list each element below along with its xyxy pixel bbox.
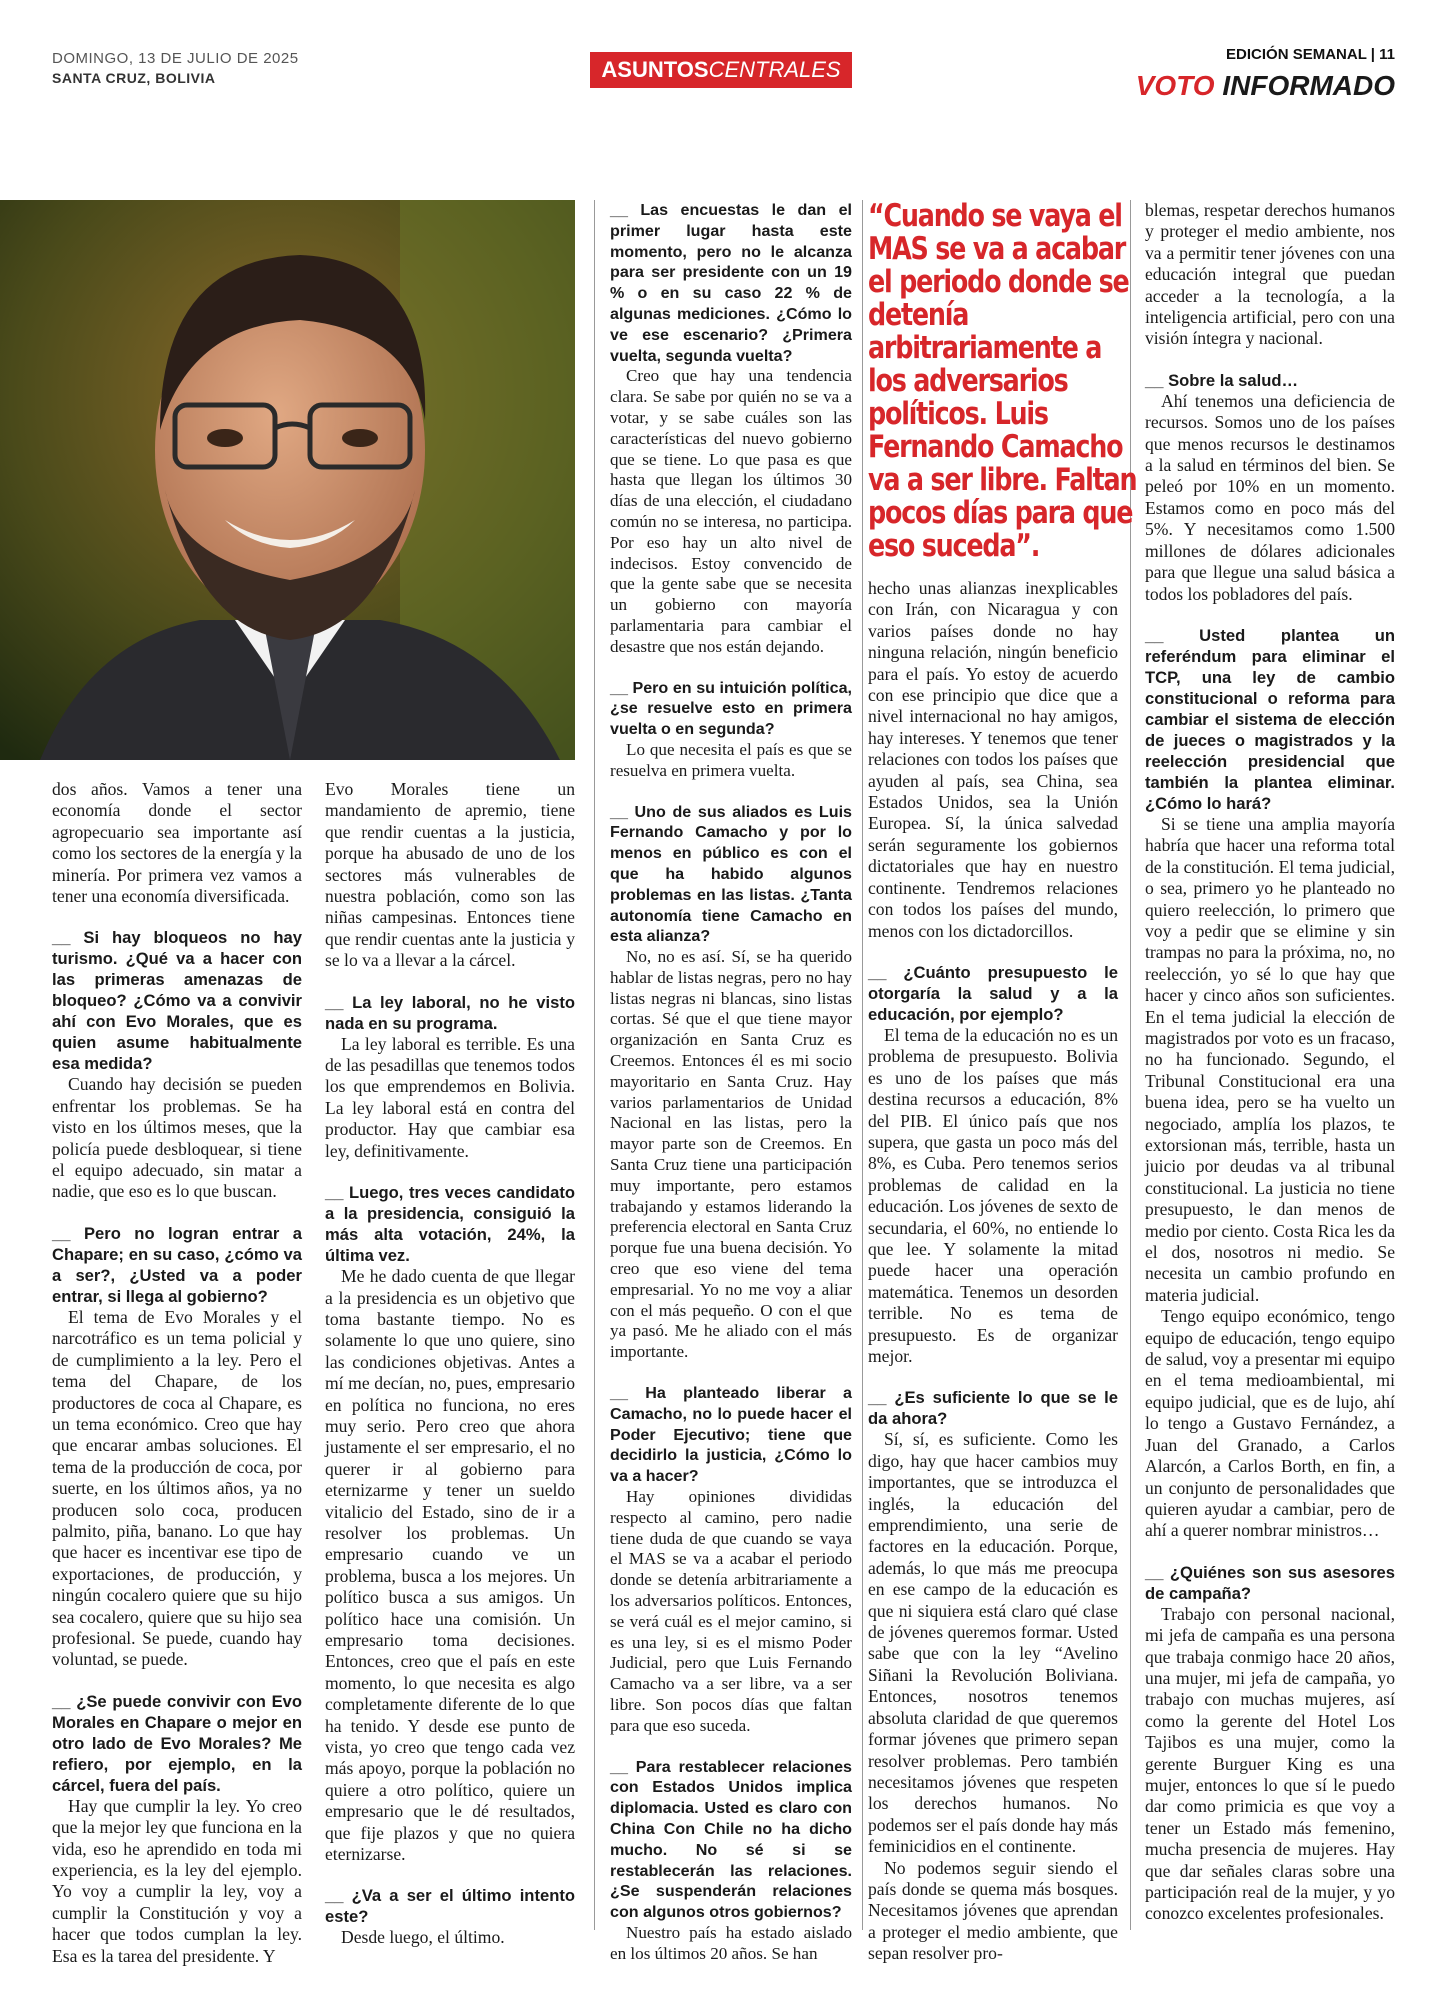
interview-question: __ Uno de sus aliados es Luis Fernando Camacho y por lo menos en público es con el que ha habido algunos problemas en las listas. ¿Tanta autonomía tiene Camacho en esta alianza? xyxy=(610,802,852,948)
answer-paragraph: Ahí tenemos una deficiencia de recursos. Somos uno de los países que menos recursos le destinamos a la salud en términos del bien. Se peleó por 10% en un momento. Estamos como en poco más del 5%. Y necesitamos como 1.500 millones de dólares adicionales para que llegue una salud básica a todos los pobladores del país. xyxy=(1145,390,1395,604)
column-5 xyxy=(1145,200,1395,1925)
answer-paragraph: Trabajo con personal nacional, mi jefa de campaña es una persona que trabaja conmigo hace 20 años, una mujer, mi jefa de campaña, yo trabajo con muchas mujeres, así como la gerente del Hotel Los Tajibos es una mujer, como la gerente Burguer King es una mujer, entonces lo que sí le puedo dar como primicia es que voy a tener un Estado más femenino, mucha presencia de mujeres. Hay que dar señales claras sobre una participación real de la mujer, y yo conozco excelentes profesionales. xyxy=(1145,1603,1395,1924)
interview-question: __ Las encuestas le dan el primer lugar hasta este momento, pero no le alcanza para ser presidente con un 19 % o en su caso 22 % de algunas mediciones. ¿Cómo lo ve ese escenario? ¿Primera vuelta, segunda vuelta? xyxy=(610,200,852,366)
answer-paragraph: No podemos seguir siendo el país donde se quema más bosques. Necesitamos jóvenes que aprendan a proteger el medio ambiente, que sepan resolver pro- xyxy=(868,1857,1118,1964)
answer-paragraph: hecho unas alianzas inexplicables con Irán, con Nicaragua y con varios países donde no hay ninguna relación, ningún beneficio para el país. Yo estoy de acuerdo con ese principio que dice que a nivel internacional no hay amigos, hay intereses. Y tenemos que tener relaciones con todos los países que ayuden al país, sea China, sea Estados Unidos, sea la Unión Europea. Sí, la única salvedad serán seguramente los gobiernos dictatoriales que hay en nuestro continente. Tendremos relaciones con todos los países del mundo, menos con los dictadorcillos. xyxy=(868,578,1118,941)
portrait-photo xyxy=(0,200,575,760)
answer-paragraph: Sí, sí, es suficiente. Como les digo, hay que hacer cambios muy importantes, que se introduzca el inglés, la educación del emprendimiento, una serie de factores en la educación. Porque, además, lo que más me preocupa en ese campo de la educación es que ni siquiera está claro qué clase de jóvenes queremos formar. Usted sabe que con la ley “Avelino Siñani la Revolución Boliviana. Entonces, nosotros tenemos absoluta claridad de que queremos formar jóvenes que primero sepan resolver problemas. Pero también necesitamos jóvenes que respeten los derechos humanos. No podemos ser el país donde hay más feminicidios en el continente. xyxy=(868,1429,1118,1857)
answer-paragraph: El tema de la educación no es un problema de presupuesto. Bolivia es uno de los países que más destina recursos a educación, 8% del PIB. El único país que nos supera, que gasta un poco más del 8%, es Cuba. Pero tenemos serios problemas de calidad en la educación. Los jóvenes de sexto de secundaria, el 60%, no entiende lo que lee. Y solamente la mitad puede hacer una operación matemática. Tenemos un desorden terrible. No es tema de presupuesto. Es de organizar mejor. xyxy=(868,1024,1118,1366)
interview-question: __ ¿Quiénes son sus asesores de campaña? xyxy=(1145,1562,1395,1604)
interview-question: __ Si hay bloqueos no hay turismo. ¿Qué va a hacer con las primeras amenazas de bloqueo? ¿Cómo va a convivir ahí con Evo Morales, que es quien asume habitualmente esa medida? xyxy=(52,927,302,1074)
voto-informado-label xyxy=(1136,70,1395,102)
answer-paragraph: No, no es así. Sí, se ha querido hablar de listas negras, pero no hay listas negras ni blancas, sino listas cortas. Sé que el que tiene mayor organización en Santa Cruz es Creemos. Entonces él es mi socio mayoritario en Santa Cruz. Hay varios parlamentarios de Unidad Nacional en las listas, pero la mayor parte son de Creemos. En Santa Cruz tiene una participación muy importante, pero estamos trabajando y estamos liderando la preferencia electoral en Santa Cruz porque fue una buena decisión. Yo creo que eso viene del tema empresarial. Yo no me voy a aliar con el más pequeño. O con el que ya pasó. Me he aliado con el más importante. xyxy=(610,947,852,1362)
column-1 xyxy=(52,779,302,1967)
answer-paragraph: El tema de Evo Morales y el narcotráfico es un tema policial y de cumplimiento a la ley. Pero el tema del Chapare, de los productores de coca al Chapare, es un tema económico. Creo que hay que encarar ambas soluciones. El tema de la producción de coca, por suerte, en los últimos años, ya no producen solo coca, producen palmito, piña, banano. Lo que hay que hacer es incentivar ese tipo de exportaciones, de producción, y ningún cocalero quiere que su hijo sea cocalero, quiere que su hijo sea profesional. Se puede, cuando hay voluntad, se puede. xyxy=(52,1306,302,1670)
portrait-illustration xyxy=(0,200,575,760)
answer-paragraph: Hay que cumplir la ley. Yo creo que la mejor ley que funciona en la vida, eso he aprendido en toda mi experiencia, es la ley del ejemplo. Yo voy a cumplir la ley, voy a cumplir la Constitución y voy a hacer que todos cumplan la ley. Esa es la tarea del presidente. Y xyxy=(52,1795,302,1966)
edition-page-number: EDICIÓN SEMANAL | 11 xyxy=(1226,46,1395,63)
interview-question: __ Pero no logran entrar a Chapare; en su caso, ¿cómo va a ser?, ¿Usted va a poder entrar, si llega al gobierno? xyxy=(52,1223,302,1307)
answer-paragraph: Creo que hay una tendencia clara. Se sabe por quién no se va a votar, y se sabe cuáles son las características del nuevo gobierno que se tiene. Lo que pasa es que hasta que llegan los últimos 30 días de una elección, el ciudadano común no se interesa, no participa. Por eso hay un alto nivel de indecisos. Estoy convencido de que la gente sabe que se necesita un gobierno con mayoría parlamentaria para cambiar el desastre que nos están dejando. xyxy=(610,366,852,656)
voto-word: VOTO xyxy=(1135,70,1215,101)
interview-question: __ Luego, tres veces candidato a la presidencia, consiguió la más alta votación, 24%, la última vez. xyxy=(325,1182,575,1266)
issue-date: DOMINGO, 13 DE JULIO DE 2025 xyxy=(52,50,299,67)
interview-question: __ ¿Cuánto presupuesto le otorgaría la salud y a la educación, por ejemplo? xyxy=(868,962,1118,1025)
interview-question: __ Para restablecer relaciones con Estados Unidos implica diplomacia. Usted es claro con China Con Chile no ha dicho mucho. No sé si se restablecerán las relaciones. ¿Se suspenderán relaciones con algunos otros gobiernos? xyxy=(610,1757,852,1923)
pull-quote: “Cuando se vaya el MAS se va a acabar el periodo donde se detenía arbitrariamente a los adversarios políticos. Luis Fernando Camacho va a ser libre. Faltan pocos días para que eso suceda”. xyxy=(868,198,1137,564)
answer-paragraph: La ley laboral es terrible. Es una de las pesadillas que tenemos todos los que emprendemos en Bolivia. La ley laboral está en contra del productor. Hay que cambiar esa ley, definitivamente. xyxy=(325,1033,575,1161)
answer-paragraph: Desde luego, el último. xyxy=(341,1927,505,1948)
answer-paragraph: blemas, respetar derechos humanos y proteger el medio ambiente, nos va a permitir tener jóvenes con una educación integral que puedan acceder a la tecnología, a la inteligencia artificial, pero con una visión íntegra y nacional. xyxy=(1145,200,1395,349)
answer-paragraph: dos años. Vamos a tener una economía donde el sector agropecuario sea importante así como los sectores de la energía y la minería. Por primera vez vamos a tener una economía diversificada. xyxy=(52,779,302,907)
interview-question: __ ¿Es suficiente lo que se le da ahora? xyxy=(868,1387,1118,1429)
section-banner xyxy=(590,52,852,88)
answer-paragraph: Me he dado cuenta de que llegar a la presidencia es un objetivo que toma bastante tiempo. No es solamente lo que uno quiere, sino las condiciones objetivas. Antes a mí me decían, no, pues, empresario en política no funciona, no eres muy serio. Pero creo que ahora justamente el ser empresario, el no querer ir al gobierno para eternizarme y tener un sueldo vitalicio del Estado, sino de ir a resolver los problemas. Un empresario cuando ve un problema, busca a los mejores. Un político busca a sus amigos. Un político hace una comisión. Un empresario toma decisiones. Entonces, creo que el país en este momento, lo que necesita es algo completamente diferente de lo que ha tenido. Y desde ese punto de vista, yo creo que tengo cada vez más apoyo, porque la población no quiere a otro político, quiere un empresario que le dé resultados, que fije plazos y que no quiera eternizarse. xyxy=(325,1266,575,1865)
interview-question: __ La ley laboral, no he visto nada en su programa. xyxy=(325,992,575,1034)
informado-word: INFORMADO xyxy=(1222,70,1395,101)
column-4 xyxy=(868,578,1118,1965)
column-divider xyxy=(862,200,863,1930)
interview-question: __ ¿Se puede convivir con Evo Morales en Chapare o mejor en otro lado de Evo Morales? Me refiero, por ejemplo, en la cárcel, fuera del país. xyxy=(52,1691,302,1796)
answer-paragraph: Cuando hay decisión se pueden enfrentar los problemas. Se ha visto en los últimos meses, que la policía puede desbloquear, si tiene el equipo adecuado, sin matar a nadie, que eso es lo que buscan. xyxy=(52,1074,302,1202)
interview-question: __ Ha planteado liberar a Camacho, no lo puede hacer el Poder Ejecutivo; tiene que decidirlo la justicia, ¿Cómo lo va a hacer? xyxy=(610,1383,852,1487)
answer-paragraph: Tengo equipo económico, tengo equipo de educación, tengo equipo de salud, voy a presentar mi equipo en el tema medioambiental, mi equipo judicial, que es de lujo, ahí lo tengo a Gustavo Fernández, a Juan del Granado, a Carlos Alarcón, a Carlos Borth, en fin, a un conjunto de personalidades que quieren ayudar a cambiar, pero de ahí a querer nombrar ministros… xyxy=(1145,1306,1395,1541)
column-3 xyxy=(610,200,852,1965)
answer-paragraph: Si se tiene una amplia mayoría habría que hacer una reforma total de la constitución. El tema judicial, o sea, primero yo he planteado no quiero reelección, lo primero que voy a pedir que se elimine y sin trampas no para la próxima, no, no reelección, yo sé lo que hay que hacer y cinco años son suficientes. En el tema judicial la elección de magistrados por voto es un fracaso, no ha funcionado. Segundo, el Tribunal Constitucional era una buena idea, pero se ha vuelto un negociado, amplía los plazos, te extorsionan más, terrible, hasta un juicio por deudas va al tribunal constitucional. La justicia no tiene presupuesto, le dan menos de medio por ciento. Costa Rica les da el dos, nosotros ni medio. Se necesita un cambio profundo en materia judicial. xyxy=(1145,813,1395,1305)
answer-paragraph: Evo Morales tiene un mandamiento de apremio, tiene que rendir cuentas a la justicia, porque ha abusado de uno de los sectores más vulnerables de nuestra población, como son las niñas campesinas. Entonces tiene que rendir cuentas ante la justicia y se lo va a llevar a la cárcel. xyxy=(325,779,575,971)
section-bold: ASUNTOS xyxy=(601,57,709,82)
answer-paragraph: Nuestro país ha estado aislado en los últimos 20 años. Se han xyxy=(610,1922,852,1963)
issue-city: SANTA CRUZ, BOLIVIA xyxy=(52,70,216,86)
section-light: CENTRALES xyxy=(708,57,841,82)
column-2 xyxy=(325,779,575,1949)
interview-question: __ Sobre la salud… xyxy=(1145,370,1395,391)
answer-paragraph: Lo que necesita el país es que se resuelva en primera vuelta. xyxy=(610,739,852,780)
page-header xyxy=(0,0,1447,110)
column-divider xyxy=(594,200,595,1930)
interview-question: __ Usted plantea un referéndum para eliminar el TCP, una ley de cambio constitucional o reforma para cambiar el sistema de elección de jueces o magistrados y la reelección presidencial que también la plantea eliminar. ¿Cómo lo hará? xyxy=(1145,625,1395,814)
answer-paragraph: Hay opiniones divididas respecto al camino, pero nadie tiene duda de que cuando se vaya el MAS se va a acabar el periodo donde se detenía arbitrariamente a los adversarios políticos. Entonces, se verá cuál es el mejor camino, si es una ley, si es el mismo Poder Judicial, pero que Luis Fernando Camacho va a ser libre, va a ser libre. Son pocos días que faltan para que eso suceda. xyxy=(610,1487,852,1735)
interview-question: __ ¿Va a ser el último intento este? xyxy=(325,1885,575,1927)
interview-question: __ Pero en su intuición política, ¿se resuelve esto en primera vuelta o en segunda? xyxy=(610,678,852,740)
